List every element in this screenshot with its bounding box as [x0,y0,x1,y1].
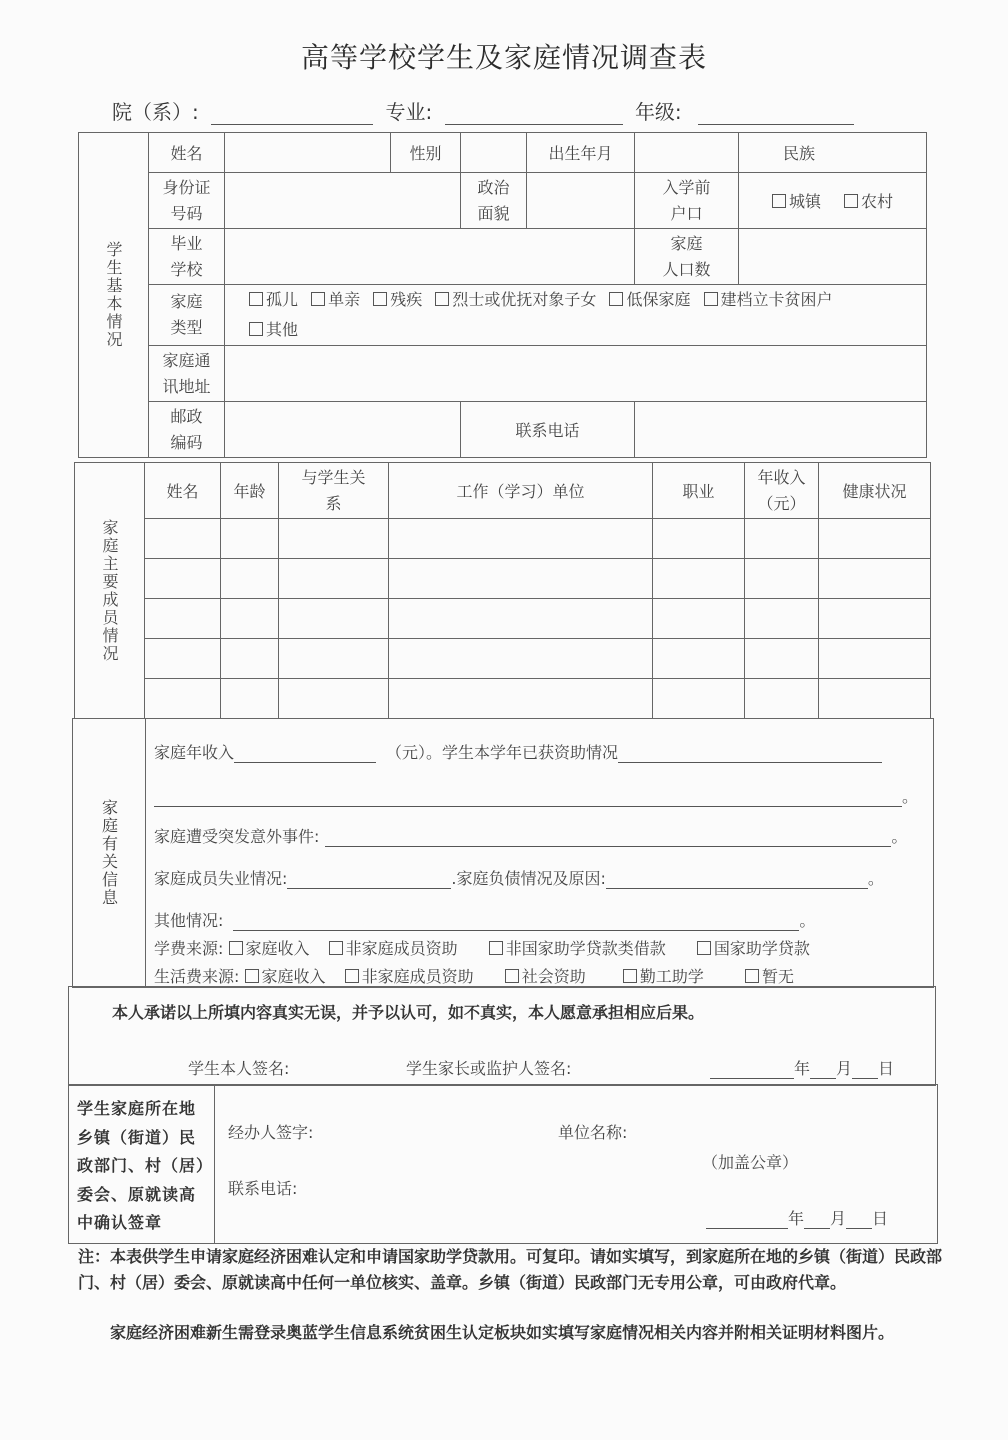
day-field[interactable] [846,1212,872,1229]
parent-sign-label: 学生家长或监护人签名: [406,1059,572,1078]
col-health: 健康状况 [819,463,931,519]
living-family-option[interactable]: 家庭收入 [245,964,326,987]
debt-field[interactable] [606,872,868,889]
other-line: 其他情况: 。 [154,911,816,930]
hukou-rural-option[interactable]: 农村 [844,189,893,212]
type-poverty-option[interactable]: 建档立卡贫困户 [704,285,833,315]
political-field[interactable] [527,173,635,229]
checkbox-icon [345,969,359,983]
type-single-parent-option[interactable]: 单亲 [311,285,360,315]
month-field[interactable] [810,1062,836,1079]
col-age: 年龄 [221,463,279,519]
name-field[interactable] [225,133,391,173]
year-field[interactable] [710,1062,794,1079]
postcode-field[interactable] [225,402,461,458]
school-label: 毕业 学校 [149,229,225,285]
checkbox-icon [249,322,263,336]
birth-field[interactable] [635,133,739,173]
checkbox-icon [697,941,711,955]
student-sign-label: 学生本人签名: [188,1059,290,1078]
accident-label: 家庭遭受突发意外事件: [154,827,320,846]
birth-label: 出生年月 [527,133,635,173]
college-field[interactable] [211,102,373,125]
living-label: 生活费来源: [154,967,240,986]
checkbox-icon [229,941,243,955]
hukou-label: 入学前 户口 [635,173,739,229]
aid-line-2: 。 [154,784,918,807]
type-disabled-option[interactable]: 残疾 [373,285,422,315]
phone-label: 联系电话 [461,402,635,458]
table-row [75,599,931,639]
tuition-family-option[interactable]: 家庭收入 [229,936,310,959]
unemploy-line: 家庭成员失业情况: .家庭负债情况及原因: 。 [154,869,884,888]
tuition-loan-other-option[interactable]: 非国家助学贷款类借款 [489,936,666,959]
basic-info-table [78,132,927,458]
col-relation: 与学生关系 [279,463,389,519]
type-other-option[interactable]: 其他 [249,315,298,345]
table-row [75,519,931,559]
debt-label: .家庭负债情况及原因: [451,869,606,888]
id-field[interactable] [225,173,461,229]
tuition-line [154,936,810,959]
checkbox-icon [623,969,637,983]
aid-field[interactable] [618,746,882,763]
checkbox-icon [245,969,259,983]
checkbox-icon [704,292,718,306]
family-size-label: 家庭 人口数 [635,229,739,285]
note-paragraph-1: 注：本表供学生申请家庭经济困难认定和申请国家助学贷款用。可复印。请如实填写，到家庭所在地的乡镇（街道）民政部门、村（居）委会、原就读高中任何一单位核实、盖章。乡镇（街道）民政部门无专用公章，可由政府代章。 [78,1247,943,1292]
major-label: 专业: [385,100,433,124]
gender-label: 性别 [391,133,461,173]
col-workplace: 工作（学习）单位 [389,463,653,519]
checkbox-icon [249,292,263,306]
grade-field[interactable] [698,102,854,125]
hukou-options [739,173,927,229]
pledge-date: 年 月 日 [710,1056,894,1079]
living-line [154,964,794,987]
aid-label: （元）。学生本学年已获资助情况 [386,743,619,762]
checkbox-icon [844,194,858,208]
phone-field[interactable] [635,402,927,458]
ethnic-cell [739,133,927,173]
checkbox-icon [435,292,449,306]
other-label: 其他情况: [154,911,224,930]
unemploy-field[interactable] [287,872,451,889]
college-label: 院（系）: [112,100,199,124]
checkbox-icon [373,292,387,306]
aid-field-2[interactable] [154,790,902,807]
seal-label: （加盖公章） [702,1153,799,1172]
hukou-urban-option[interactable]: 城镇 [772,189,821,212]
checkbox-icon [745,969,759,983]
political-label: 政治 面貌 [461,173,527,229]
table-row [75,639,931,679]
accident-field[interactable] [325,830,891,847]
address-field[interactable] [225,346,927,402]
living-none-option[interactable]: 暂无 [745,964,794,987]
col-name: 姓名 [145,463,221,519]
major-field[interactable] [445,102,623,125]
postcode-label: 邮政 编码 [149,402,225,458]
type-martyr-option[interactable]: 烈士或优抚对象子女 [435,285,596,315]
family-size-field[interactable] [739,229,927,285]
type-orphan-option[interactable]: 孤儿 [249,285,298,315]
table-row [75,679,931,719]
table-row [75,559,931,599]
checkbox-icon [505,969,519,983]
living-social-option[interactable]: 社会资助 [505,964,586,987]
checkbox-icon [329,941,343,955]
form-title: 高等学校学生及家庭情况调查表 [300,41,707,74]
confirm-date: 年 月 日 [706,1206,888,1229]
checkbox-icon [772,194,786,208]
gender-field[interactable] [461,133,527,173]
members-section-label: 家庭主要成员情况 [75,463,145,719]
tuition-label: 学费来源: [154,939,224,958]
grade-label: 年级: [634,100,682,124]
checkbox-icon [311,292,325,306]
family-type-label: 家庭 类型 [149,285,225,346]
info-section-label: 家庭有关信息 [73,719,146,987]
confirm-label: 学生家庭所在地乡镇（街道）民政部门、村（居）委会、原就读高中确认签章 [69,1085,215,1243]
id-label: 身份证 号码 [149,173,225,229]
pledge-text: 本人承诺以上所填内容真实无误，并予以认可，如不真实，本人愿意承担相应后果。 [112,1003,705,1022]
form-header [112,96,854,125]
confirm-phone-label: 联系电话: [228,1179,298,1198]
day-field[interactable] [852,1062,878,1079]
family-members-table [74,462,931,719]
unemploy-label: 家庭成员失业情况: [154,869,288,888]
income-label: 家庭年收入 [154,743,235,762]
income-field[interactable] [234,746,376,763]
checkbox-icon [489,941,503,955]
handler-label: 经办人签字: [228,1123,314,1142]
year-field[interactable] [706,1212,788,1229]
unit-label: 单位名称: [558,1123,628,1142]
school-field[interactable] [225,229,635,285]
address-label: 家庭通 讯地址 [149,346,225,402]
accident-line: 家庭遭受突发意外事件: 。 [154,827,908,846]
basic-section-label: 学生基本情况 [79,133,149,458]
family-type-options [225,285,927,346]
col-occupation: 职业 [653,463,745,519]
checkbox-icon [609,292,623,306]
ethnic-label: 民族 [782,144,815,163]
note-paragraph-2: 家庭经济困难新生需登录奥蓝学生信息系统贫困生认定板块如实填写家庭情况相关内容并附相关证明材料图片。 [110,1323,895,1342]
name-label: 姓名 [149,133,225,173]
other-field[interactable] [233,914,799,931]
month-field[interactable] [804,1212,830,1229]
type-low-income-option[interactable]: 低保家庭 [609,285,690,315]
tuition-nonfamily-option[interactable]: 非家庭成员资助 [329,936,458,959]
living-nonfamily-option[interactable]: 非家庭成员资助 [345,964,474,987]
tuition-national-loan-option[interactable]: 国家助学贷款 [697,936,810,959]
income-line [154,740,882,763]
col-income: 年收入（元） [745,463,819,519]
living-workstudy-option[interactable]: 勤工助学 [623,964,704,987]
